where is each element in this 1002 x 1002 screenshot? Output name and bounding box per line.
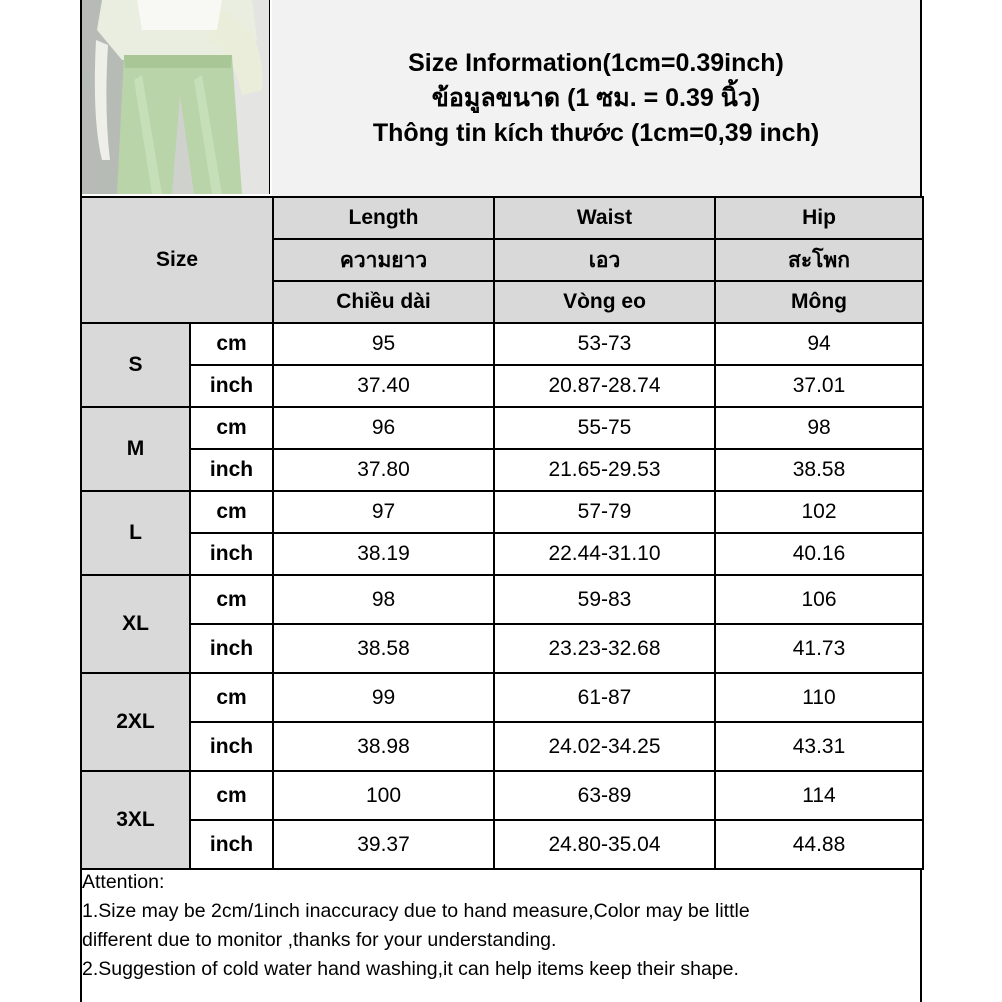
- hip-value: 38.58: [715, 449, 923, 491]
- waist-value: 61-87: [494, 673, 715, 722]
- unit-cm: cm: [190, 407, 273, 449]
- attention-heading: Attention:: [82, 871, 165, 893]
- attention-line-3: 2.Suggestion of cold water hand washing,it can help items keep their shape.: [82, 958, 739, 980]
- hip-value: 98: [715, 407, 923, 449]
- length-value: 37.40: [273, 365, 494, 407]
- waist-value: 23.23-32.68: [494, 624, 715, 673]
- length-value: 96: [273, 407, 494, 449]
- waist-value: 21.65-29.53: [494, 449, 715, 491]
- size-column-title: Size: [81, 197, 273, 323]
- length-value: 38.58: [273, 624, 494, 673]
- unit-inch: inch: [190, 624, 273, 673]
- length-value: 39.37: [273, 820, 494, 869]
- length-value: 38.19: [273, 533, 494, 575]
- hip-value: 44.88: [715, 820, 923, 869]
- table-row: [81, 771, 923, 820]
- title-vietnamese: Thông tin kích thước (1cm=0,39 inch): [372, 118, 820, 147]
- table-row: [81, 449, 923, 491]
- size-label-xl: XL: [81, 575, 190, 673]
- unit-inch: inch: [190, 449, 273, 491]
- hip-value: 40.16: [715, 533, 923, 575]
- title-english: Size Information(1cm=0.39inch): [408, 48, 784, 77]
- length-value: 99: [273, 673, 494, 722]
- column-length-vi: Chiều dài: [273, 281, 494, 323]
- table-row: [81, 820, 923, 869]
- unit-inch: inch: [190, 365, 273, 407]
- hip-value: 110: [715, 673, 923, 722]
- waist-value: 24.80-35.04: [494, 820, 715, 869]
- table-row: [81, 624, 923, 673]
- length-value: 95: [273, 323, 494, 365]
- waist-value: 57-79: [494, 491, 715, 533]
- unit-inch: inch: [190, 820, 273, 869]
- hip-value: 41.73: [715, 624, 923, 673]
- size-label-2xl: 2XL: [81, 673, 190, 771]
- size-label-l: L: [81, 491, 190, 575]
- table-row: [81, 491, 923, 533]
- unit-cm: cm: [190, 673, 273, 722]
- size-label-3xl: 3XL: [81, 771, 190, 869]
- hip-value: 106: [715, 575, 923, 624]
- column-hip-vi: Mông: [715, 281, 923, 323]
- waist-value: 24.02-34.25: [494, 722, 715, 771]
- waist-value: 63-89: [494, 771, 715, 820]
- table-row: [81, 673, 923, 722]
- unit-cm: cm: [190, 771, 273, 820]
- attention-line-1: 1.Size may be 2cm/1inch inaccuracy due to hand measure,Color may be little: [82, 900, 750, 922]
- column-hip-en: Hip: [715, 197, 923, 239]
- table-row: [81, 365, 923, 407]
- table-row: [81, 575, 923, 624]
- hip-value: 43.31: [715, 722, 923, 771]
- waist-value: 22.44-31.10: [494, 533, 715, 575]
- waist-value: 55-75: [494, 407, 715, 449]
- size-label-m: M: [81, 407, 190, 491]
- hip-value: 94: [715, 323, 923, 365]
- table-row: [81, 407, 923, 449]
- hip-value: 114: [715, 771, 923, 820]
- column-length-en: Length: [273, 197, 494, 239]
- unit-cm: cm: [190, 491, 273, 533]
- size-label-s: S: [81, 323, 190, 407]
- length-value: 38.98: [273, 722, 494, 771]
- unit-cm: cm: [190, 575, 273, 624]
- table-row: [81, 323, 923, 365]
- size-table: [80, 196, 924, 870]
- waist-value: 20.87-28.74: [494, 365, 715, 407]
- waist-value: 53-73: [494, 323, 715, 365]
- unit-inch: inch: [190, 722, 273, 771]
- attention-line-2: different due to monitor ,thanks for your understanding.: [82, 929, 557, 951]
- hip-value: 37.01: [715, 365, 923, 407]
- column-hip-th: สะโพก: [715, 239, 923, 281]
- column-length-th: ความยาว: [273, 239, 494, 281]
- unit-inch: inch: [190, 533, 273, 575]
- table-row: [81, 722, 923, 771]
- table-row: [81, 533, 923, 575]
- unit-cm: cm: [190, 323, 273, 365]
- waist-value: 59-83: [494, 575, 715, 624]
- column-waist-en: Waist: [494, 197, 715, 239]
- length-value: 97: [273, 491, 494, 533]
- attention-note: [82, 868, 918, 984]
- column-waist-vi: Vòng eo: [494, 281, 715, 323]
- length-value: 100: [273, 771, 494, 820]
- length-value: 98: [273, 575, 494, 624]
- hip-value: 102: [715, 491, 923, 533]
- header-row-english: [81, 197, 923, 239]
- product-photo: [82, 0, 270, 194]
- length-value: 37.80: [273, 449, 494, 491]
- title-thai: ข้อมูลขนาด (1 ซม. = 0.39 นิ้ว): [431, 83, 761, 112]
- size-information-header: [272, 0, 920, 196]
- column-waist-th: เอว: [494, 239, 715, 281]
- product-photo-illustration: [82, 0, 270, 194]
